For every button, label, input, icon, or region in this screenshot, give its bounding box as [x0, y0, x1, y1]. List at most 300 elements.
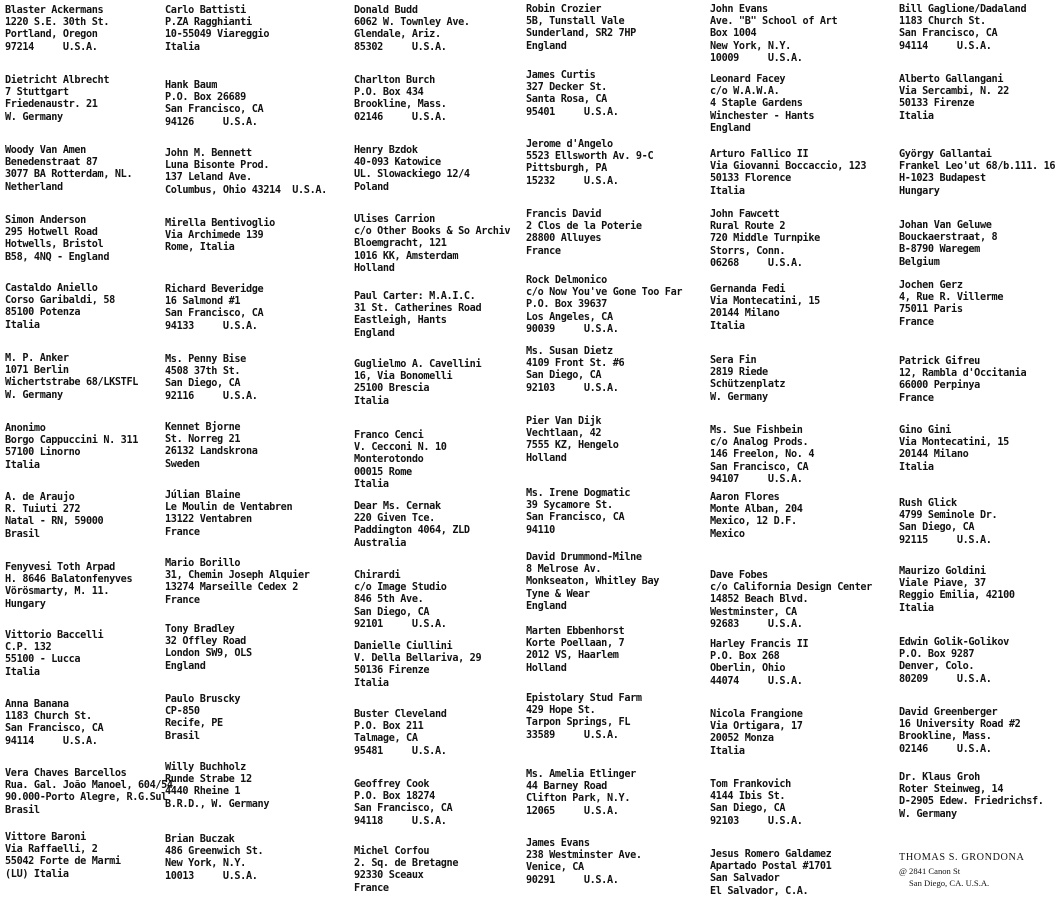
contact-name: Woody Van Amen	[5, 145, 86, 156]
address-line: 327 Decker St.	[526, 82, 607, 94]
address-line: 5B, Tunstall Vale	[526, 16, 625, 28]
address-line: 55042 Forte de Marmi	[5, 856, 121, 868]
contact-name: Sera Fin	[710, 355, 757, 366]
address-line: Korte Poellaan, 7	[526, 638, 625, 650]
address-entry	[165, 762, 269, 811]
address-line: 12, Rambla d'Occitania	[899, 368, 1027, 380]
address-line: 50136 Firenze	[354, 665, 430, 677]
contact-name: Tom Frankovich	[710, 779, 791, 790]
address-entry	[165, 148, 327, 197]
address-line: 429 Hope St.	[526, 705, 596, 717]
address-line: 32 Offley Road	[165, 636, 246, 648]
address-entry	[899, 74, 1009, 123]
address-line: England	[165, 660, 206, 672]
address-line: Italia	[710, 185, 745, 197]
address-line: 33589 U.S.A.	[526, 729, 619, 741]
address-entry	[354, 291, 481, 340]
address-line: 20052 Monza	[710, 733, 774, 745]
address-line: 90291 U.S.A.	[526, 874, 619, 886]
address-entry	[526, 552, 659, 613]
contact-name: Dear Ms. Cernak	[354, 501, 441, 512]
address-line: Hotwells, Bristol	[5, 239, 104, 251]
address-line: England	[526, 600, 567, 612]
contact-name: Alberto Gallangani	[899, 74, 1004, 85]
address-line: c/o California Design Center	[710, 582, 872, 594]
address-line: San Francisco, CA	[526, 512, 625, 524]
contact-name: Harley Francis II	[710, 639, 809, 650]
address-line: Apartado Postal #1701	[710, 861, 832, 873]
address-line: 31, Chemin Joseph Alquier	[165, 570, 310, 582]
address-line: Rua. Gal. João Manoel, 604/54	[5, 780, 173, 792]
address-line: Tarpon Springs, FL	[526, 717, 631, 729]
address-line: Brasil	[5, 804, 40, 816]
address-line: Via Giovanni Boccaccio, 123	[710, 161, 867, 173]
address-line: 94114 U.S.A.	[899, 40, 992, 52]
contact-name: Johan Van Geluwe	[899, 220, 992, 231]
contact-name: Rush Glick	[899, 498, 957, 509]
address-line: 720 Middle Turnpike	[710, 233, 820, 245]
address-entry	[354, 570, 447, 631]
address-line: Italia	[899, 461, 934, 473]
address-line: Italia	[899, 602, 934, 614]
address-line: France	[165, 594, 200, 606]
address-entry	[354, 641, 481, 690]
address-line: 94110	[526, 524, 555, 536]
address-line: 85302 U.S.A.	[354, 41, 447, 53]
address-line: 3077 BA Rotterdam, NL.	[5, 169, 133, 181]
address-line: Reggio Emilia, 42100	[899, 590, 1015, 602]
address-line: P.O. Box 39637	[526, 299, 607, 311]
contact-name: Vittore Baroni	[5, 832, 86, 843]
address-line: D-2905 Edew. Friedrichsf.	[899, 796, 1044, 808]
address-line: 4 Staple Gardens	[710, 98, 803, 110]
address-line: 50133 Florence	[710, 173, 791, 185]
address-line: B.R.D., W. Germany	[165, 798, 270, 810]
address-entry	[526, 70, 619, 119]
address-line: 15232 U.S.A.	[526, 175, 619, 187]
address-line: @ 2841 Canon St	[899, 865, 961, 876]
address-line: H-1023 Budapest	[899, 173, 986, 185]
contact-name: Mirella Bentivoglio	[165, 218, 275, 229]
address-line: Vörösmarty, M. 11.	[5, 586, 110, 598]
address-entry	[899, 4, 1026, 53]
contact-name: John Evans	[710, 4, 768, 15]
address-line: V. Cecconi N. 10	[354, 442, 447, 454]
contact-name: Dr. Klaus Groh	[899, 772, 980, 783]
address-entry	[526, 275, 682, 336]
address-line: Denver, Colo.	[899, 661, 975, 673]
address-entry	[5, 768, 173, 817]
address-line: 80209 U.S.A.	[899, 673, 992, 685]
address-line: 75011 Paris	[899, 304, 963, 316]
address-line: San Diego, CA. U.S.A.	[909, 878, 990, 888]
address-line: Poland	[354, 181, 389, 193]
address-line: 94107 U.S.A.	[710, 473, 803, 485]
address-line: 5523 Ellsworth Av. 9-C	[526, 151, 654, 163]
address-line: P.O. Box 9287	[899, 649, 975, 661]
address-line: Viale Piave, 37	[899, 578, 986, 590]
address-line: Runde Strabe 12	[165, 774, 252, 786]
address-entry	[5, 283, 115, 332]
address-line: Australia	[354, 537, 407, 549]
address-line: Mexico	[710, 528, 745, 540]
contact-name: Simon Anderson	[5, 215, 86, 226]
address-entry	[165, 80, 263, 129]
address-line: Pittsburgh, PA	[526, 163, 607, 175]
address-line: 2819 Riede	[710, 367, 768, 379]
address-line: Hungary	[5, 598, 46, 610]
address-line: Bloemgracht, 121	[354, 238, 447, 250]
address-line: Corso Garibaldi, 58	[5, 295, 115, 307]
address-line: 1220 S.E. 30th St.	[5, 17, 110, 29]
address-line: 02146 U.S.A.	[354, 111, 447, 123]
address-entry	[710, 639, 808, 688]
address-line: Holland	[526, 662, 567, 674]
address-line: 1016 KK, Amsterdam	[354, 250, 459, 262]
address-line: c/o W.A.W.A.	[710, 86, 780, 98]
address-line: England	[526, 40, 567, 52]
address-line: Holland	[526, 452, 567, 464]
contact-name: Mario Borillo	[165, 558, 241, 569]
address-line: Italia	[710, 745, 745, 757]
address-line: B58, 4NQ - England	[5, 251, 110, 263]
contact-name: Richard Beveridge	[165, 284, 264, 295]
address-line: 92103 U.S.A.	[710, 815, 803, 827]
address-entry	[165, 490, 292, 539]
address-entry	[5, 492, 103, 541]
address-line: Roter Steinweg, 14	[899, 784, 1004, 796]
address-line: San Diego, CA	[354, 606, 430, 618]
address-entry	[165, 284, 263, 333]
address-entry	[526, 693, 642, 742]
address-entry	[165, 694, 240, 743]
contact-name: Franco Cenci	[354, 430, 424, 441]
address-line: P.O. Box 434	[354, 87, 424, 99]
address-entry	[526, 209, 642, 258]
address-line: 4440 Rheine 1	[165, 786, 241, 798]
contact-name: Tony Bradley	[165, 624, 235, 635]
address-line: 7 Stuttgart	[5, 87, 69, 99]
address-entry	[710, 284, 820, 333]
address-line: P.O. Box 26689	[165, 92, 246, 104]
contact-name: Dave Fobes	[710, 570, 768, 581]
contact-name: Geoffrey Cook	[354, 779, 430, 790]
address-line: San Diego, CA	[526, 370, 602, 382]
address-line: England	[710, 122, 751, 134]
address-line: 44 Barney Road	[526, 781, 607, 793]
contact-name: Júlian Blaine	[165, 490, 241, 501]
address-line: c/o Image Studio	[354, 582, 447, 594]
address-line: 10013 U.S.A.	[165, 870, 258, 882]
contact-name: Hank Baum	[165, 80, 218, 91]
address-line: (LU) Italia	[5, 868, 69, 880]
address-line: 7555 KZ, Hengelo	[526, 440, 619, 452]
address-line: 8 Melrose Av.	[526, 564, 602, 576]
address-line: Box 1004	[710, 28, 757, 40]
address-entry	[165, 624, 252, 673]
address-entry	[899, 220, 997, 269]
contact-name: Maurizo Goldini	[899, 566, 986, 577]
address-line: San Francisco, CA	[165, 104, 264, 116]
contact-name: Ms. Sue Fishbein	[710, 425, 803, 436]
address-line: 1183 Church St.	[899, 16, 986, 28]
contact-name: Anna Banana	[5, 699, 69, 710]
address-line: Venice, CA	[526, 862, 584, 874]
address-entry	[354, 430, 447, 491]
address-line: 95401 U.S.A.	[526, 106, 619, 118]
address-line: Rome, Italia	[165, 242, 235, 254]
contact-name: A. de Araujo	[5, 492, 75, 503]
address-line: Via Raffaelli, 2	[5, 844, 98, 856]
address-line: W. Germany	[899, 808, 957, 820]
address-line: New York, N.Y.	[165, 858, 246, 870]
contact-name: Donald Budd	[354, 5, 418, 16]
contact-name: Nicola Frangione	[710, 709, 803, 720]
address-line: 90039 U.S.A.	[526, 323, 619, 335]
address-entry	[526, 346, 624, 395]
contact-name: John Fawcett	[710, 209, 780, 220]
address-line: 55100 - Lucca	[5, 654, 81, 666]
address-line: 13274 Marseille Cedex 2	[165, 582, 299, 594]
contact-name: David Greenberger	[899, 707, 998, 718]
address-line: Paddington 4064, ZLD	[354, 525, 470, 537]
address-line: San Francisco, CA	[899, 28, 998, 40]
address-entry	[710, 74, 814, 135]
address-line: Brasil	[5, 528, 40, 540]
contact-name: Patrick Gifreu	[899, 356, 980, 367]
address-line: Recife, PE	[165, 718, 223, 730]
address-line: Bouckaerstraat, 8	[899, 232, 998, 244]
address-line: San Francisco, CA	[354, 803, 453, 815]
address-line: 4508 37th St.	[165, 366, 241, 378]
address-entry	[710, 209, 820, 270]
address-line: Monte Alban, 204	[710, 504, 803, 516]
address-entry	[354, 709, 447, 758]
address-line: Sunderland, SR2 7HP	[526, 28, 636, 40]
contact-name: John M. Bennett	[165, 148, 252, 159]
address-line: 94133 U.S.A.	[165, 320, 258, 332]
address-line: France	[526, 245, 561, 257]
address-line: W. Germany	[710, 391, 768, 403]
address-line: San Francisco, CA	[5, 723, 104, 735]
address-line: 44074 U.S.A.	[710, 675, 803, 687]
address-line: Natal - RN, 59000	[5, 516, 104, 528]
address-entry	[526, 838, 642, 887]
address-line: 486 Greenwich St.	[165, 846, 264, 858]
address-line: c/o Analog Prods.	[710, 437, 809, 449]
contact-name: Dietricht Albrecht	[5, 75, 110, 86]
address-line: England	[354, 327, 395, 339]
address-line: CP-850	[165, 706, 200, 718]
address-entry	[526, 416, 619, 465]
address-line: San Salvador	[710, 873, 780, 885]
contact-name: Bill Gaglione/Dadaland	[899, 4, 1027, 15]
contact-name: Brian Buczak	[165, 834, 235, 845]
contact-name: Robin Crozier	[526, 4, 602, 15]
address-entry	[354, 779, 452, 828]
contact-name: Ms. Susan Dietz	[526, 346, 613, 357]
contact-name: M. P. Anker	[5, 353, 69, 364]
address-entry	[5, 630, 103, 679]
contact-name: Edwin Golik-Golikov	[899, 637, 1009, 648]
address-entry	[5, 353, 138, 402]
address-line: 2. Sq. de Bretagne	[354, 858, 459, 870]
address-line: Italia	[710, 320, 745, 332]
address-line: V. Della Bellariva, 29	[354, 653, 482, 665]
address-line: Mexico, 12 D.F.	[710, 516, 797, 528]
contact-name: Paul Carter: M.A.I.C.	[354, 291, 476, 302]
address-line: Schützenplatz	[710, 379, 786, 391]
address-line: Portland, Oregon	[5, 29, 98, 41]
address-line: San Francisco, CA	[165, 308, 264, 320]
address-entry	[710, 849, 831, 898]
address-line: 94126 U.S.A.	[165, 116, 258, 128]
address-line: Italia	[5, 319, 40, 331]
address-line: Oberlin, Ohio	[710, 663, 786, 675]
contact-name: Jerome d'Angelo	[526, 139, 613, 150]
address-line: B-8790 Waregem	[899, 244, 980, 256]
address-line: Ave. "B" School of Art	[710, 16, 838, 28]
address-line: 14852 Beach Blvd.	[710, 594, 809, 606]
address-line: Clifton Park, N.Y.	[526, 793, 631, 805]
contact-name: Rock Delmonico	[526, 275, 607, 286]
address-line: Via Montecatini, 15	[899, 437, 1009, 449]
address-line: Eastleigh, Hants	[354, 315, 447, 327]
address-line: 12065 U.S.A.	[526, 805, 619, 817]
address-line: H. 8646 Balatonfenyves	[5, 574, 133, 586]
address-line: Italia	[899, 110, 934, 122]
address-line: Columbus, Ohio 43214 U.S.A.	[165, 184, 327, 196]
address-entry	[899, 280, 1003, 329]
contact-name: Gernanda Fedi	[710, 284, 786, 295]
address-line: 4799 Seminole Dr.	[899, 510, 998, 522]
address-line: Friedenaustr. 21	[5, 99, 98, 111]
address-entry	[165, 354, 258, 403]
address-line: Glendale, Ariz.	[354, 29, 441, 41]
address-entry	[5, 145, 132, 194]
address-line: 10009 U.S.A.	[710, 52, 803, 64]
contact-name: Michel Corfou	[354, 846, 430, 857]
address-line: France	[899, 392, 934, 404]
address-line: 66000 Perpinya	[899, 380, 980, 392]
address-entry	[5, 699, 103, 748]
address-entry	[5, 562, 132, 611]
contact-name: Francis David	[526, 209, 602, 220]
address-entry	[5, 832, 121, 881]
address-line: Sweden	[165, 458, 200, 470]
address-line: P.ZA Ragghianti	[165, 17, 252, 29]
address-entry	[354, 214, 510, 275]
contact-name: György Gallantai	[899, 149, 992, 160]
address-entry	[354, 145, 470, 194]
contact-name: Kennet Bjorne	[165, 422, 241, 433]
address-line: Via Montecatini, 15	[710, 296, 820, 308]
contact-name: Aaron Flores	[710, 492, 780, 503]
address-line: Monterotondo	[354, 454, 424, 466]
address-line: Italia	[165, 41, 200, 53]
address-entry	[899, 637, 1009, 686]
address-line: Monkseaton, Whitley Bay	[526, 576, 660, 588]
address-line: Tyne & Wear	[526, 588, 590, 600]
address-line: Luna Bisonte Prod.	[165, 160, 270, 172]
address-entry	[899, 356, 1026, 405]
address-line: 97214 U.S.A.	[5, 41, 98, 53]
address-line: France	[354, 882, 389, 894]
address-entry	[899, 852, 1024, 890]
contact-name: David Drummond-Milne	[526, 552, 642, 563]
address-line: San Diego, CA	[899, 522, 975, 534]
address-line: c/o Other Books & So Archiv	[354, 226, 511, 238]
address-entry	[899, 425, 1009, 474]
address-line: 50133 Firenze	[899, 98, 975, 110]
contact-name: Epistolary Stud Farm	[526, 693, 642, 704]
address-line: P.O. Box 268	[710, 651, 780, 663]
address-line: 40-093 Katowice	[354, 157, 441, 169]
contact-name: Paulo Bruscky	[165, 694, 241, 705]
address-line: Netherland	[5, 181, 63, 193]
address-line: 20144 Milano	[899, 449, 969, 461]
address-line: 28800 Alluyes	[526, 233, 602, 245]
address-line: Santa Rosa, CA	[526, 94, 607, 106]
address-line: 92115 U.S.A.	[899, 534, 992, 546]
contact-name: Vera Chaves Barcellos	[5, 768, 127, 779]
address-line: El Salvador, C.A.	[710, 885, 809, 897]
address-line: 137 Leland Ave.	[165, 172, 252, 184]
address-line: P.O. Box 18274	[354, 791, 435, 803]
address-line: 92683 U.S.A.	[710, 618, 803, 630]
address-line: 92103 U.S.A.	[526, 382, 619, 394]
address-entry	[5, 75, 109, 124]
address-line: c/o Now You've Gone Too Far	[526, 287, 683, 299]
address-line: 2012 VS, Haarlem	[526, 650, 619, 662]
address-entry	[354, 359, 481, 408]
contact-name: Blaster Ackermans	[5, 5, 104, 16]
address-line: Brookline, Mass.	[899, 731, 992, 743]
address-line: San Diego, CA	[165, 378, 241, 390]
address-line: 16 Salmond #1	[165, 296, 241, 308]
address-line: 13122 Ventabren	[165, 514, 252, 526]
address-line: Frankel Leo'ut 68/b.111. 16	[899, 161, 1056, 173]
contact-name: Ms. Amelia Etlinger	[526, 769, 636, 780]
contact-name: Willy Buchholz	[165, 762, 246, 773]
contact-name: THOMAS S. GRONDONA	[899, 852, 1025, 863]
address-entry	[899, 772, 1044, 821]
address-line: 846 5th Ave.	[354, 594, 424, 606]
address-line: 92116 U.S.A.	[165, 390, 258, 402]
address-line: Italia	[354, 677, 389, 689]
address-line: St. Norreg 21	[165, 434, 241, 446]
address-entry	[526, 488, 630, 537]
address-entry	[710, 149, 866, 198]
address-entry	[899, 149, 1055, 198]
contact-name: Charlton Burch	[354, 75, 435, 86]
contact-name: Ms. Penny Bise	[165, 354, 246, 365]
address-line: Brasil	[165, 730, 200, 742]
address-line: 85100 Potenza	[5, 307, 81, 319]
contact-name: Leonard Facey	[710, 74, 786, 85]
address-line: Vechtlaan, 42	[526, 428, 602, 440]
address-line: 06268 U.S.A.	[710, 257, 803, 269]
address-entry	[5, 423, 138, 472]
address-line: 31 St. Catherines Road	[354, 303, 482, 315]
address-entry	[165, 558, 310, 607]
address-entry	[354, 75, 447, 124]
address-line: 90.000-Porto Alegre, R.G.Sul	[5, 792, 167, 804]
address-entry	[354, 5, 470, 54]
address-line: Via Sercambi, N. 22	[899, 86, 1009, 98]
address-line: 94118 U.S.A.	[354, 815, 447, 827]
address-line: Belgium	[899, 256, 940, 268]
